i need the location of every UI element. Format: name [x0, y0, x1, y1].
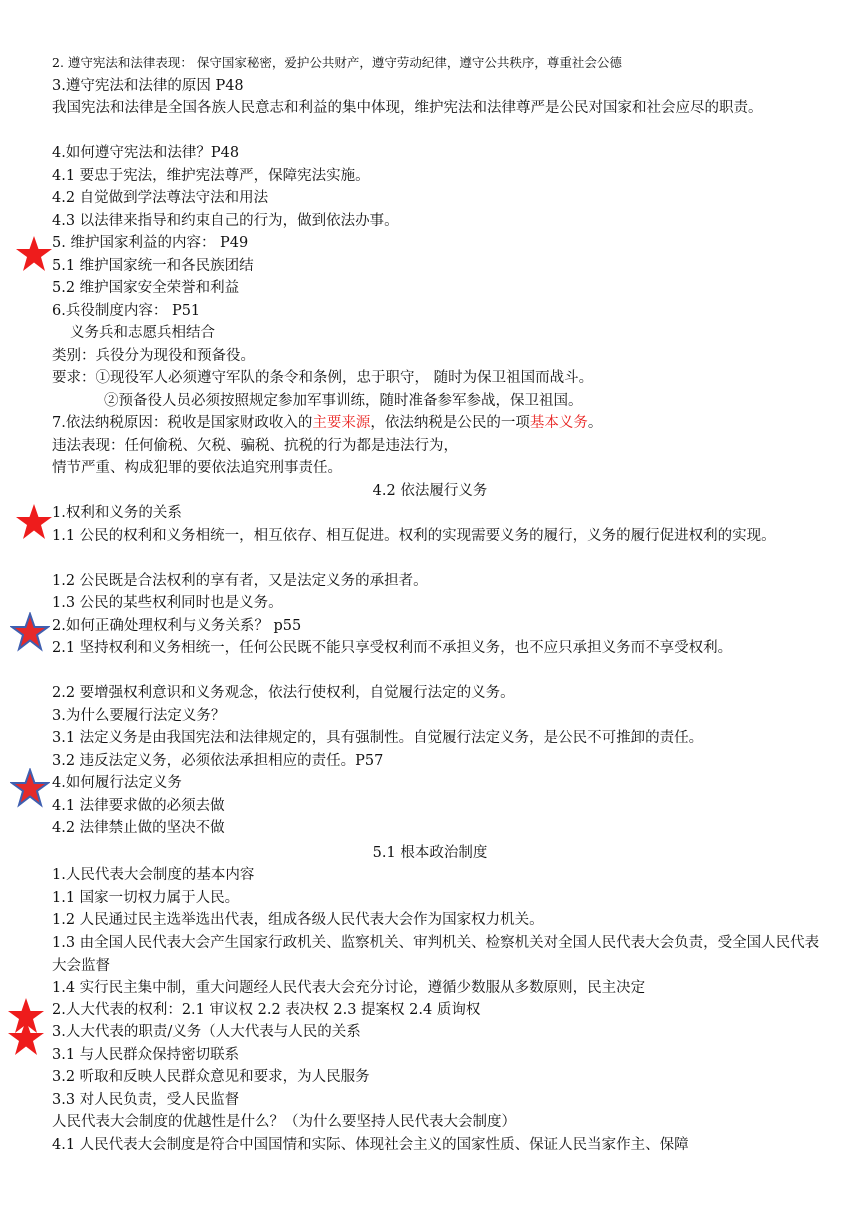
line-4-3: 4.3 以法律来指导和约束自己的行为，做到依法办事。 — [52, 213, 399, 229]
line-3-2-npc: 3.2 听取和反映人民群众意见和要求，为人民服务 — [52, 1069, 370, 1085]
line-npc-1-2: 1.2 人民通过民主选举选出代表，组成各级人民代表大会作为国家权力机关。 — [52, 912, 544, 928]
red-star-icon — [14, 234, 54, 274]
line-npc-1-4: 1.4 实行民主集中制，重大问题经人民代表大会充分讨论，遵循少数服从多数原则，民主决定 — [52, 980, 646, 996]
red-star-icon — [6, 1018, 46, 1058]
line-deputy-duties: 3.人大代表的职责/义务（人大代表与人民的关系 — [52, 1024, 361, 1040]
line-1-3: 1.3 公民的某些权利同时也是义务。 — [52, 595, 283, 611]
line-6-sub: 义务兵和志愿兵相结合 — [70, 325, 215, 341]
line-7-text-a: 7.依法纳税原因：税收是国家财政收入的 — [52, 415, 313, 431]
line-4-1-npc: 4.1 人民代表大会制度是符合中国国情和实际、体现社会主义的国家性质、保证人民当家作主、保障 — [52, 1137, 689, 1153]
line-5: 5. 维护国家利益的内容： P49 — [52, 235, 249, 251]
line-3-q: 3.为什么要履行法定义务？ — [52, 708, 226, 724]
section-heading-5-1: 5.1 根本政治制度 — [372, 845, 488, 861]
line-violation: 违法表现：任何偷税、欠税、骗税、抗税的行为都是违法行为， — [52, 438, 458, 454]
line-npc-advantage: 人民代表大会制度的优越性是什么？（为什么要坚持人民代表大会制度） — [52, 1114, 516, 1130]
line-1-1: 1.1 公民的权利和义务相统一，相互依存、相互促进。权利的实现需要义务的履行，义务的履行促进权利的实现。 — [52, 528, 776, 544]
line-2: 2. 遵守宪法和法律表现： 保守国家秘密，爱护公共财产，遵守劳动纪律，遵守公共秩序，尊重社会公德 — [52, 55, 622, 70]
line-3-3-npc: 3.3 对人民负责，受人民监督 — [52, 1092, 240, 1108]
line-violation-2: 情节严重、构成犯罪的要依法追究刑事责任。 — [52, 460, 342, 476]
line-4-1: 4.1 要忠于宪法，维护宪法尊严，保障宪法实施。 — [52, 168, 370, 184]
line-6: 6.兵役制度内容： P51 — [52, 303, 201, 319]
line-3-1-npc: 3.1 与人民群众保持密切联系 — [52, 1047, 240, 1063]
section-heading-4-2: 4.2 依法履行义务 — [372, 483, 488, 499]
red-star-blue-outline-icon — [10, 768, 50, 808]
line-2-2: 2.2 要增强权利意识和义务观念，依法行使权利，自觉履行法定的义务。 — [52, 685, 515, 701]
line-2-1: 2.1 坚持权利和义务相统一，任何公民既不能只享受权利而不承担义务，也不应只承担义务而不享受权利。 — [52, 640, 733, 656]
line-5-1: 5.1 维护国家统一和各民族团结 — [52, 258, 254, 274]
red-star-blue-outline-icon — [10, 612, 50, 652]
line-5-2: 5.2 维护国家安全荣誉和利益 — [52, 280, 240, 296]
line-4-1b: 4.1 法律要求做的必须去做 — [52, 798, 225, 814]
line-4-2b: 4.2 法律禁止做的坚决不做 — [52, 820, 225, 836]
line-7 — [52, 412, 822, 435]
line-3: 3.遵守宪法和法律的原因 P48 — [52, 78, 244, 94]
line-4-2: 4.2 自觉做到学法尊法守法和用法 — [52, 190, 269, 206]
line-4: 4.如何遵守宪法和法律？P48 — [52, 145, 240, 161]
line-category: 类别：兵役分为现役和预备役。 — [52, 348, 255, 364]
emphasis-basic-duty: 基本义务 — [529, 415, 588, 431]
line-rights-duties: 1.权利和义务的关系 — [52, 505, 182, 521]
line-3-2: 3.2 违反法定义务，必须依法承担相应的责任。P57 — [52, 753, 384, 769]
line-paragraph: 我国宪法和法律是全国各族人民意志和利益的集中体现，维护宪法和法律尊严是公民对国家和社会应尽的职责。 — [52, 100, 763, 116]
line-7-text-b: ，依法纳税是公民的一项 — [370, 415, 530, 431]
line-deputy-rights: 2.人大代表的权利：2.1 审议权 2.2 表决权 2.3 提案权 2.4 质询权 — [52, 1002, 481, 1018]
line-3-1: 3.1 法定义务是由我国宪法和法律规定的，具有强制性。自觉履行法定义务，是公民不可推卸的责任。 — [52, 730, 704, 746]
line-requirement-1: 要求：①现役军人必须遵守军队的条令和条例，忠于职守， 随时为保卫祖国而战斗。 — [52, 370, 594, 386]
line-npc-1-1: 1.1 国家一切权力属于人民。 — [52, 890, 240, 906]
line-2-q: 2.如何正确处理权利与义务关系？ p55 — [52, 618, 302, 634]
line-4-q: 4.如何履行法定义务 — [52, 775, 182, 791]
line-npc-basic: 1.人民代表大会制度的基本内容 — [52, 867, 255, 883]
red-star-icon — [14, 502, 54, 542]
line-1-2: 1.2 公民既是合法权利的享有者，又是法定义务的承担者。 — [52, 573, 428, 589]
emphasis-main-source: 主要来源 — [312, 415, 371, 431]
line-npc-1-3: 1.3 由全国人民代表大会产生国家行政机关、监察机关、审判机关、检察机关对全国人民代表大会负责，受全国人民代表大会监督 — [52, 935, 820, 974]
line-requirement-2: ②预备役人员必须按照规定参加军事训练，随时准备参军参战，保卫祖国。 — [104, 393, 583, 409]
line-7-text-c: 。 — [587, 415, 603, 431]
